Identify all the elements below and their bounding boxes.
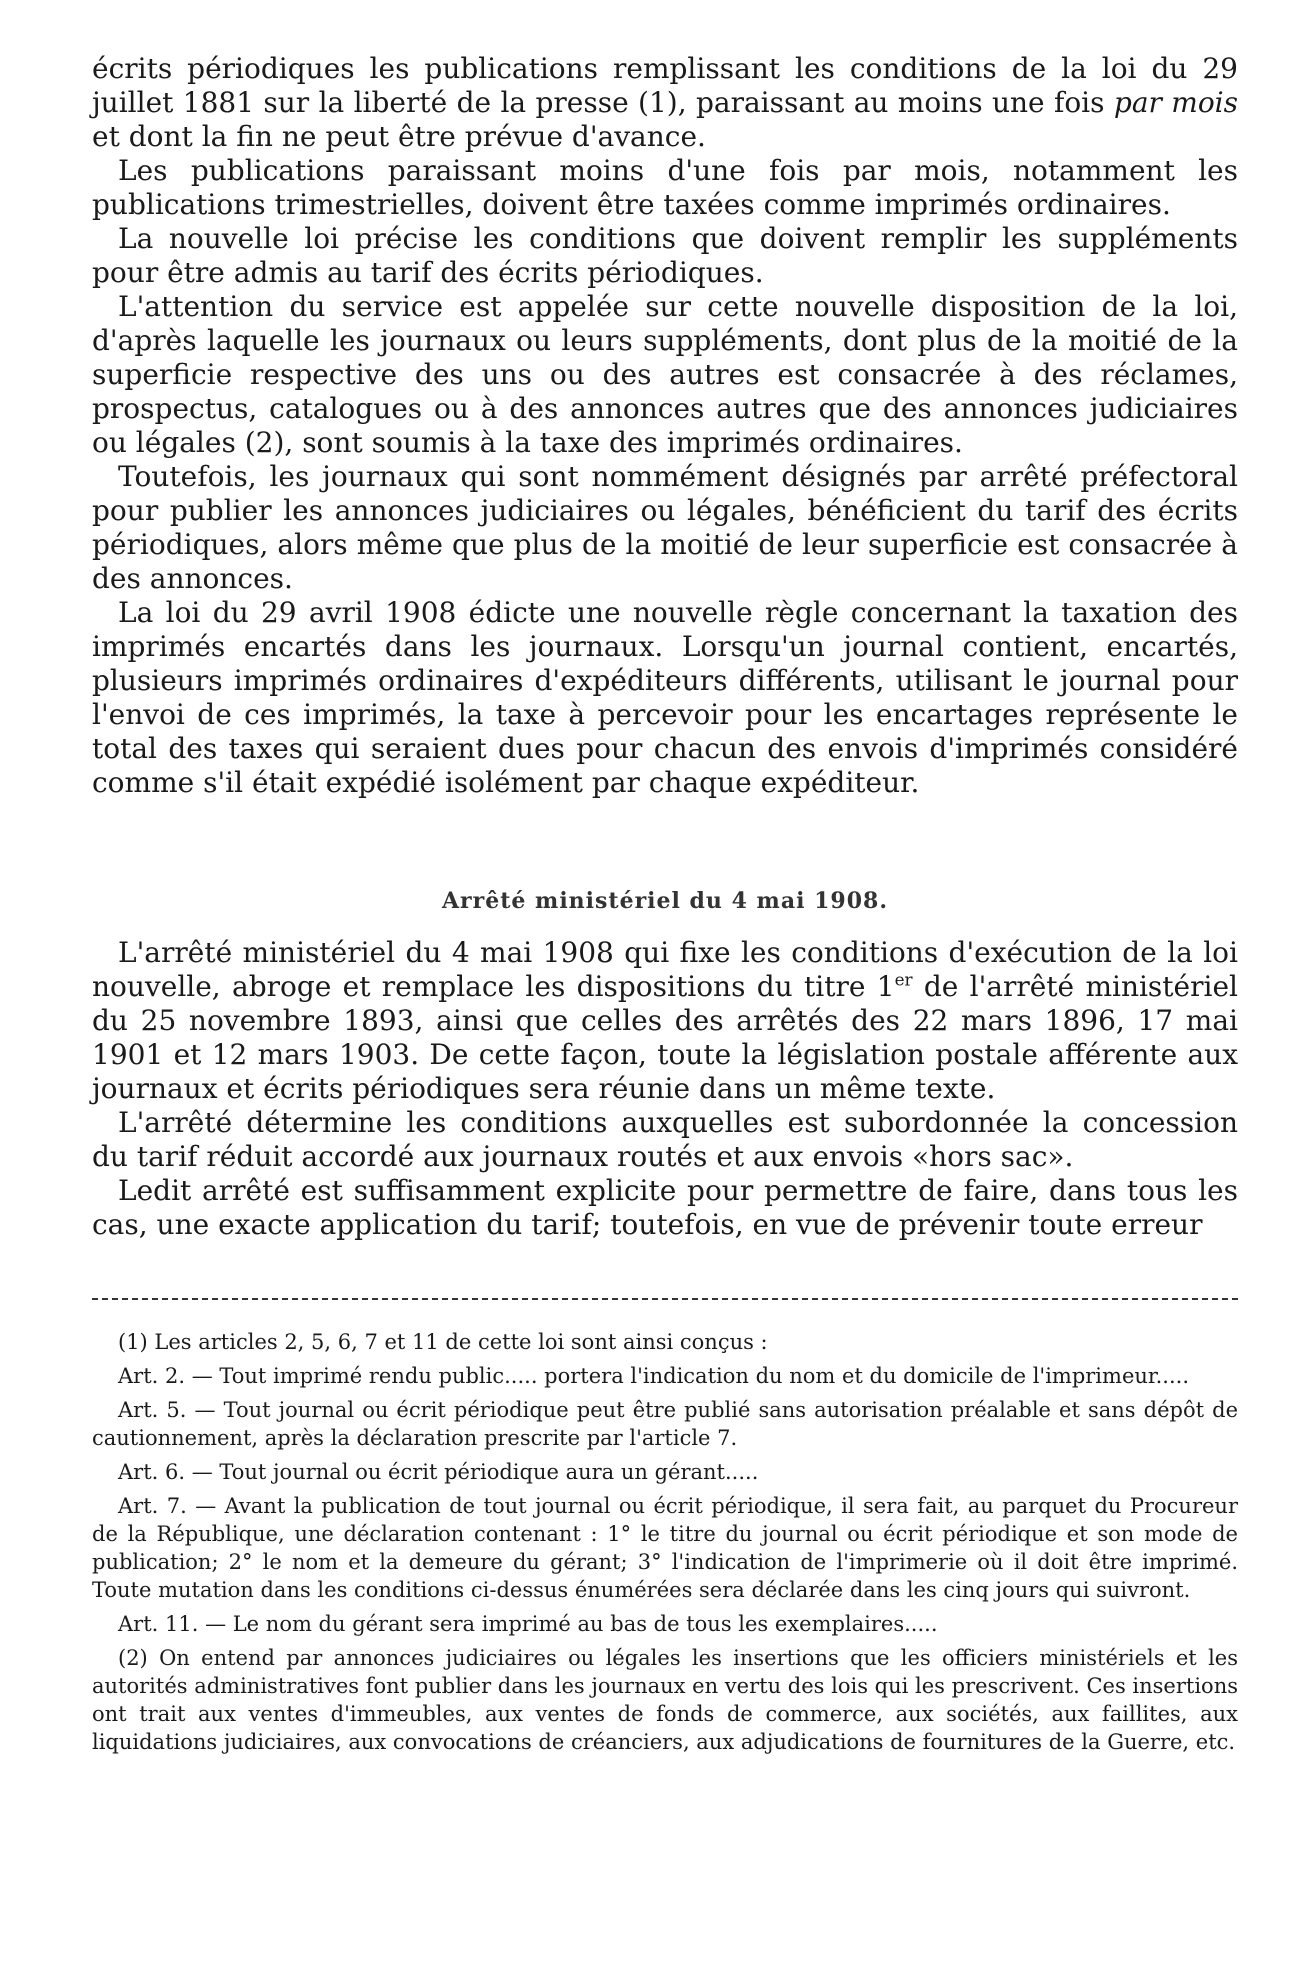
footnote-article-7: Art. 7. — Avant la publication de tout journal ou écrit périodique, il sera fait, au parquet du Procureur de la République, une déclaration contenant : 1° le titre du journal ou écrit périodique et son mode de publication; 2° le nom et la demeure du gérant; 3° l'indication de l'imprimerie où il doit être imprimé. Toute mutation dans les conditions ci-dessus énumérées sera déclarée dans les cinq jours qui suivront. [92,1494,1238,1602]
paragraph-3: La nouvelle loi précise les conditions que doivent remplir les suppléments pour être admis au tarif des écrits périodiques. [92,222,1238,289]
section-paragraph-1-text: L'arrêté ministériel du 4 mai 1908 qui fixe les conditions d'exécution de la loi nouvelle, abroge et remplace les dispositions du titre 1 [92,936,1238,1003]
section-paragraph-3: Ledit arrêté est suffisamment explicite pour permettre de faire, dans tous les cas, une exacte application du tarif; toutefois, en vue de prévenir toute erreur [92,1174,1238,1241]
main-text [92,52,1238,800]
superscript: er [894,969,913,990]
section-paragraph-1-end: de l'arrêté ministériel du 25 novembre 1893, ainsi que celles des arrêtés des 22 mars 1896, 17 mai 1901 et 12 mars 1903. De cette façon, toute la législation postale afférente aux journaux et écrits périodiques sera réunie dans un même texte. [92,970,1238,1105]
paragraph-1-emphasis: par mois [1113,86,1238,119]
section-text [92,936,1238,1242]
footnote-divider [92,1298,1238,1300]
paragraph-4: L'attention du service est appelée sur cette nouvelle disposition de la loi, d'après laquelle les journaux ou leurs suppléments, dont plus de la moitié de la superficie respective des uns ou des autres est consacrée à des réclames, prospectus, catalogues ou à des annonces autres que des annonces judiciaires ou légales (2), sont soumis à la taxe des imprimés ordinaires. [92,290,1238,459]
paragraph-5: Toutefois, les journaux qui sont nommément désignés par arrêté préfectoral pour publier les annonces judiciaires ou légales, bénéficient du tarif des écrits périodiques, alors même que plus de la moitié de leur superficie est consacrée à des annonces. [92,460,1238,595]
paragraph-6: La loi du 29 avril 1908 édicte une nouvelle règle concernant la taxation des imprimés encartés dans les journaux. Lorsqu'un journal contient, encartés, plusieurs imprimés ordinaires d'expéditeurs différents, utilisant le journal pour l'envoi de ces imprimés, la taxe à percevoir pour les encartages représente le total des taxes qui seraient dues pour chacun des envois d'imprimés considéré comme s'il était expédié isolément par chaque expéditeur. [92,596,1238,799]
section-title: Arrêté ministériel du 4 mai 1908. [441,888,888,914]
paragraph-1-text: écrits périodiques les publications remplissant les conditions de la loi du 29 juillet 1881 sur la liberté de la presse (1), paraissant au moins une fois [92,52,1238,119]
footnote-article-5: Art. 5. — Tout journal ou écrit périodique peut être publié sans autorisation préalable et sans dépôt de cautionnement, après la déclaration prescrite par l'article 7. [92,1398,1238,1450]
footnote-article-11: Art. 11. — Le nom du gérant sera imprimé au bas de tous les exemplaires..... [118,1612,938,1636]
paragraph-1 [92,52,1238,154]
paragraph-1-end: et dont la fin ne peut être prévue d'avance. [92,120,706,153]
footnote-article-6: Art. 6. — Tout journal ou écrit périodique aura un gérant..... [118,1460,759,1484]
footnotes [92,1328,1238,1756]
footnote-article-2: Art. 2. — Tout imprimé rendu public..... portera l'indication du nom et du domicile de l'imprimeur..... [118,1364,1189,1388]
paragraph-2: Les publications paraissant moins d'une fois par mois, notamment les publications trimestrielles, doivent être taxées comme imprimés ordinaires. [92,154,1238,221]
section-paragraph-1 [92,936,1238,1106]
footnote-2: (2) On entend par annonces judiciaires ou légales les insertions que les officiers ministériels et les autorités administratives font publier dans les journaux en vertu des lois qui les prescrivent. Ces insertions ont trait aux ventes d'immeubles, aux ventes de fonds de commerce, aux sociétés, aux faillites, aux liquidations judiciaires, aux convocations de créanciers, aux adjudications de fournitures de la Guerre, etc. [92,1646,1238,1754]
footnote-1: (1) Les articles 2, 5, 6, 7 et 11 de cette loi sont ainsi conçus : [118,1330,768,1354]
section-paragraph-2: L'arrêté détermine les conditions auxquelles est subordonnée la concession du tarif réduit accordé aux journaux routés et aux envois «hors sac». [92,1106,1238,1173]
